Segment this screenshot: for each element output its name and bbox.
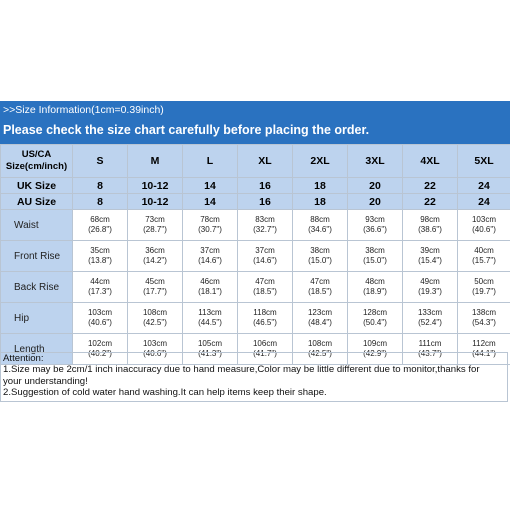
measurement-cell (348, 303, 403, 334)
cm-value: 103cm (87, 308, 112, 317)
measurement-cell (293, 241, 348, 272)
measurement-cell (348, 241, 403, 272)
cm-value: 108cm (307, 339, 332, 348)
cm-value: 98cm (420, 215, 440, 224)
inch-value: (32.7") (253, 225, 277, 234)
measurement-cell (183, 272, 238, 303)
measurement-cell (458, 303, 510, 334)
measurement-cell (128, 272, 183, 303)
uk-size-cell: 14 (183, 178, 238, 194)
measurement-cell (183, 303, 238, 334)
measurement-cell (458, 241, 510, 272)
inch-value: (41.3") (198, 349, 222, 358)
cm-value: 36cm (145, 246, 165, 255)
measurement-cell (403, 303, 458, 334)
attention-notes (0, 352, 508, 402)
inch-value: (19.7") (472, 287, 496, 296)
cm-value: 44cm (90, 277, 110, 286)
inch-value: (14.2") (143, 256, 167, 265)
measurement-row (1, 241, 510, 272)
cm-value: 105cm (197, 339, 222, 348)
cm-value: 103cm (471, 215, 496, 224)
measurement-cell (238, 210, 293, 241)
cm-value: 106cm (252, 339, 277, 348)
size-info-subtitle: Please check the size chart carefully before placing the order. (3, 123, 370, 137)
size-table (0, 144, 510, 365)
measurement-label: Back Rise (1, 272, 73, 303)
inch-value: (40.6") (143, 349, 167, 358)
measurement-cell (73, 241, 128, 272)
measurement-row (1, 210, 510, 241)
cm-value: 45cm (145, 277, 165, 286)
cm-value: 93cm (365, 215, 385, 224)
inch-value: (15.7") (472, 256, 496, 265)
measurement-cell (403, 272, 458, 303)
inch-value: (40.2") (88, 349, 112, 358)
cm-value: 46cm (200, 277, 220, 286)
cm-value: 50cm (474, 277, 494, 286)
measurement-label: Front Rise (1, 241, 73, 272)
cm-value: 103cm (142, 339, 167, 348)
size-chart-header (0, 101, 510, 144)
cm-value: 47cm (310, 277, 330, 286)
uk-size-label: UK Size (1, 178, 73, 194)
size-chart (0, 101, 510, 403)
us-size-cell: 3XL (348, 145, 403, 178)
measurement-cell (458, 272, 510, 303)
cm-value: 37cm (255, 246, 275, 255)
inch-value: (38.6") (418, 225, 442, 234)
au-size-row (1, 194, 510, 210)
inch-value: (54.3") (472, 318, 496, 327)
inch-value: (48.4") (308, 318, 332, 327)
uk-size-cell: 24 (458, 178, 510, 194)
inch-value: (30.7") (198, 225, 222, 234)
note-line: Attention: (3, 353, 44, 364)
measurement-cell (238, 303, 293, 334)
measurement-rows (1, 210, 510, 365)
cm-value: 113cm (198, 308, 222, 317)
inch-value: (15.4") (418, 256, 442, 265)
measurement-cell (128, 303, 183, 334)
note-line: 2.Suggestion of cold water hand washing.It can help items keep their shape. (3, 387, 327, 399)
inch-value: (19.3") (418, 287, 442, 296)
inch-value: (40.6") (472, 225, 496, 234)
au-size-cell: 18 (293, 194, 348, 210)
inch-value: (42.5") (143, 318, 167, 327)
measurement-cell (238, 272, 293, 303)
uk-size-cell: 10-12 (128, 178, 183, 194)
uk-size-cell: 18 (293, 178, 348, 194)
measurement-cell (73, 303, 128, 334)
inch-value: (14.6") (198, 256, 222, 265)
cm-value: 118cm (253, 308, 277, 317)
inch-value: (26.8") (88, 225, 112, 234)
uk-size-cell: 16 (238, 178, 293, 194)
measurement-cell (183, 241, 238, 272)
inch-value: (43.7") (418, 349, 442, 358)
cm-value: 37cm (200, 246, 220, 255)
uk-size-cell: 8 (73, 178, 128, 194)
note-line: your understanding! (3, 375, 88, 387)
inch-value: (50.4") (363, 318, 387, 327)
cm-value: 48cm (365, 277, 385, 286)
inch-value: (44.1") (472, 349, 496, 358)
cm-value: 128cm (362, 308, 387, 317)
inch-value: (17.3") (88, 287, 112, 296)
inch-value: (42.9") (363, 349, 387, 358)
us-size-cell: M (128, 145, 183, 178)
cm-value: 83cm (255, 215, 275, 224)
uk-size-row (1, 178, 510, 194)
au-size-cell: 22 (403, 194, 458, 210)
inch-value: (13.8") (88, 256, 112, 265)
measurement-cell (403, 241, 458, 272)
cm-value: 78cm (200, 215, 220, 224)
cm-value: 133cm (417, 308, 442, 317)
inch-value: (52.4") (418, 318, 442, 327)
inch-value: (15.0") (363, 256, 387, 265)
inch-value: (18.5") (308, 287, 332, 296)
cm-value: 38cm (310, 246, 330, 255)
inch-value: (18.1") (198, 287, 222, 296)
cm-value: 47cm (255, 277, 275, 286)
cm-value: 38cm (365, 246, 385, 255)
measurement-cell (348, 210, 403, 241)
measurement-label: Hip (1, 303, 73, 334)
cm-value: 138cm (471, 308, 496, 317)
cm-value: 123cm (307, 308, 332, 317)
cm-value: 112cm (472, 339, 496, 348)
inch-value: (34.6") (308, 225, 332, 234)
au-size-cell: 16 (238, 194, 293, 210)
cm-value: 108cm (142, 308, 167, 317)
au-size-cell: 24 (458, 194, 510, 210)
us-size-label: US/CA Size(cm/inch) (1, 145, 73, 178)
us-size-cell: XL (238, 145, 293, 178)
measurement-cell (293, 303, 348, 334)
inch-value: (42.5") (308, 349, 332, 358)
inch-value: (28.7") (143, 225, 167, 234)
measurement-cell (238, 241, 293, 272)
cm-value: 73cm (145, 215, 165, 224)
us-size-row (1, 145, 510, 178)
measurement-row (1, 303, 510, 334)
us-size-cell: L (183, 145, 238, 178)
inch-value: (41.7") (253, 349, 277, 358)
measurement-cell (293, 210, 348, 241)
cm-value: 109cm (362, 339, 387, 348)
cm-value: 111cm (418, 339, 442, 348)
inch-value: (18.5") (253, 287, 277, 296)
au-size-cell: 20 (348, 194, 403, 210)
au-size-cell: 14 (183, 194, 238, 210)
cm-value: 102cm (87, 339, 112, 348)
uk-size-cell: 22 (403, 178, 458, 194)
measurement-cell (458, 210, 510, 241)
us-size-cell: 4XL (403, 145, 458, 178)
cm-value: 88cm (310, 215, 330, 224)
cm-value: 40cm (474, 246, 494, 255)
measurement-cell (128, 210, 183, 241)
inch-value: (40.6") (88, 318, 112, 327)
inch-value: (36.6") (363, 225, 387, 234)
measurement-label: Length (1, 334, 73, 365)
size-info-title: >>Size Information(1cm=0.39inch) (3, 104, 164, 116)
cm-value: 35cm (90, 246, 110, 255)
inch-value: (14.6") (253, 256, 277, 265)
cm-value: 68cm (90, 215, 110, 224)
measurement-cell (293, 272, 348, 303)
measurement-cell (403, 210, 458, 241)
us-size-cell: 5XL (458, 145, 510, 178)
measurement-cell (128, 241, 183, 272)
measurement-cell (348, 272, 403, 303)
cm-value: 39cm (420, 246, 440, 255)
measurement-cell (73, 210, 128, 241)
au-size-cell: 10-12 (128, 194, 183, 210)
au-size-label: AU Size (1, 194, 73, 210)
us-size-cell: S (73, 145, 128, 178)
measurement-cell (183, 210, 238, 241)
measurement-row (1, 272, 510, 303)
uk-size-cell: 20 (348, 178, 403, 194)
inch-value: (15.0") (308, 256, 332, 265)
au-size-cell: 8 (73, 194, 128, 210)
inch-value: (46.5") (253, 318, 277, 327)
inch-value: (44.5") (198, 318, 222, 327)
measurement-cell (73, 272, 128, 303)
us-size-cell: 2XL (293, 145, 348, 178)
inch-value: (17.7") (143, 287, 167, 296)
measurement-label: Waist (1, 210, 73, 241)
inch-value: (18.9") (363, 287, 387, 296)
cm-value: 49cm (420, 277, 440, 286)
note-line: 1.Size may be 2cm/1 inch inaccuracy due to hand measure,Color may be little different due to monitor,thanks for (3, 364, 480, 376)
